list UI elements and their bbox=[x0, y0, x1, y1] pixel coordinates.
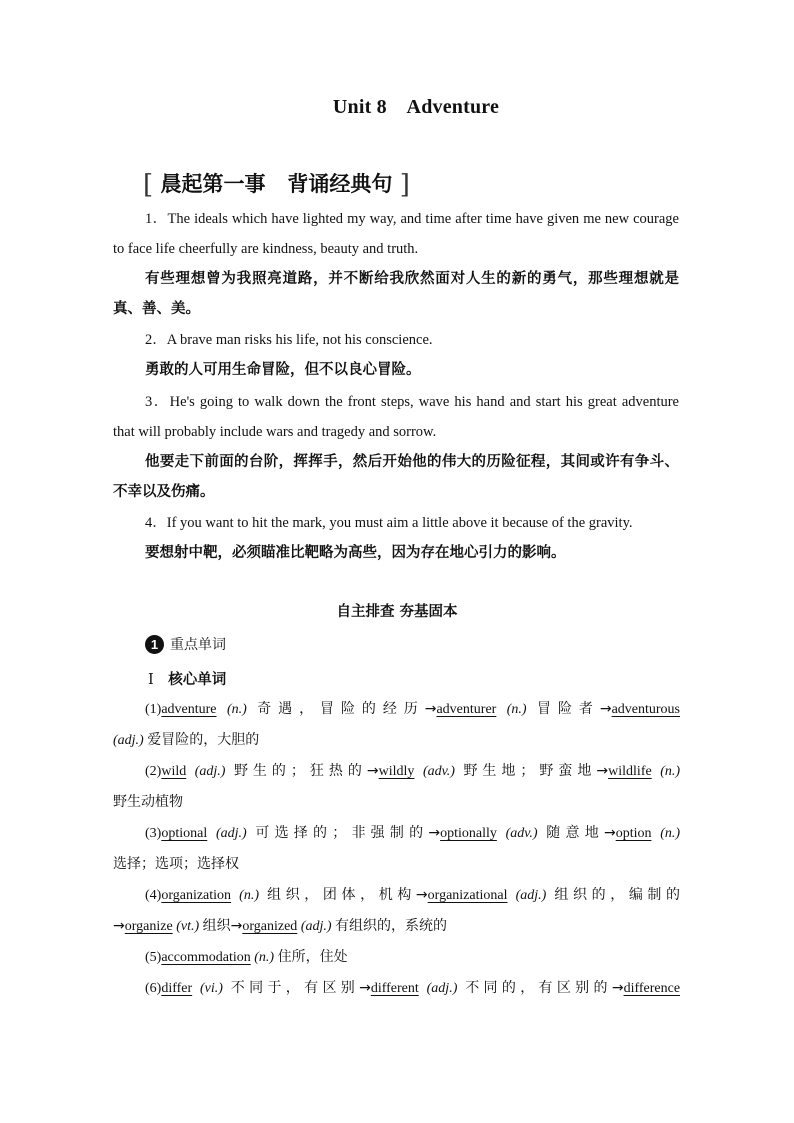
sentence-1-chinese: 有些理想曾为我照亮道路，并不断给我欣然面对人生的新的勇气，那些理想就是真、善、美。 bbox=[113, 271, 679, 317]
vocab-item-1-cont: (adj.) 爱冒险的，大胆的 bbox=[113, 732, 260, 748]
section-banner bbox=[143, 168, 410, 200]
vocab-item-2-cont: 野生动植物 bbox=[113, 794, 183, 810]
sentence-3 bbox=[113, 387, 679, 507]
answer-word: option bbox=[615, 826, 652, 841]
unit-title: Unit 8 Adventure bbox=[332, 96, 500, 118]
subsection-core-words-label: 核心单词 bbox=[168, 672, 227, 688]
answer-word: organize bbox=[124, 919, 173, 934]
answer-word: organized bbox=[242, 919, 298, 934]
vocab-item-5: (5)accommodation (n.) 住所，住处 bbox=[145, 949, 348, 965]
subsection-core-words bbox=[148, 668, 226, 689]
sentence-2-english: 2．A brave man risks his life, not his conscience. bbox=[145, 332, 433, 348]
vocab-item-1: (1)adventure (n.) 奇遇，冒险的经历→adventurer (n.) 冒险者→adventurous bbox=[145, 701, 680, 717]
sentence-4 bbox=[113, 508, 679, 568]
banner-text: 晨起第一事 背诵经典句 bbox=[160, 171, 393, 196]
answer-word: wildlife bbox=[608, 764, 652, 779]
answer-word: difference bbox=[623, 981, 680, 996]
sentence-4-chinese: 要想射中靶，必须瞄准比靶略为高些，因为存在地心引力的影响。 bbox=[145, 545, 566, 561]
sentence-1 bbox=[113, 204, 679, 324]
answer-word: optional bbox=[161, 826, 208, 841]
sentence-1-english: 1．The ideals which have lighted my way, and time after time have given me new courage to face life cheerfully are kindness, beauty and truth. bbox=[113, 211, 679, 257]
vocab-item-3-cont: 选择；选项；选择权 bbox=[113, 856, 239, 872]
answer-word: optionally bbox=[440, 826, 497, 841]
sentence-4-english: 4．If you want to hit the mark, you must aim a little above it because of the gravity. bbox=[145, 515, 633, 531]
answer-word: wildly bbox=[378, 764, 415, 779]
roman-numeral: Ⅰ bbox=[148, 672, 154, 688]
answer-word: differ bbox=[161, 981, 193, 996]
answer-word: accommodation bbox=[161, 950, 251, 965]
answer-word: organizational bbox=[427, 888, 508, 903]
answer-word: adventurous bbox=[611, 702, 680, 717]
sentence-2-chinese: 勇敢的人可用生命冒险，但不以良心冒险。 bbox=[145, 362, 421, 378]
vocab-item-3: (3)optional (adj.) 可选择的；非强制的→optionally (adv.) 随意地→option (n.) bbox=[145, 825, 680, 841]
circled-number-icon: 1 bbox=[145, 635, 164, 654]
vocab-list bbox=[113, 694, 680, 1004]
answer-word: adventure bbox=[161, 702, 217, 717]
banner-close-bracket: ] bbox=[399, 170, 410, 200]
answer-word: different bbox=[370, 981, 419, 996]
section-key-words-label: 重点单词 bbox=[170, 637, 226, 653]
vocab-item-2: (2)wild (adj.) 野生的；狂热的→wildly (adv.) 野生地；野蛮地→wildlife (n.) bbox=[145, 763, 680, 779]
sentence-3-english: 3．He's going to walk down the front steps, wave his hand and start his great adventure that will probably include wars and tragedy and sorrow. bbox=[113, 394, 679, 440]
vocab-item-4-cont: →organize (vt.) 组织→organized (adj.) 有组织的，系统的 bbox=[113, 918, 448, 934]
sentence-3-chinese: 他要走下前面的台阶，挥挥手，然后开始他的伟大的历险征程，其间或许有争斗、不幸以及伤痛。 bbox=[113, 454, 679, 500]
answer-word: wild bbox=[161, 764, 187, 779]
section-heading: 自主排查 夯基固本 bbox=[336, 604, 458, 620]
answer-word: organization bbox=[161, 888, 232, 903]
vocab-item-4: (4)organization (n.) 组织，团体，机构→organizational (adj.) 组织的，编制的 bbox=[145, 887, 680, 903]
section-key-words bbox=[145, 634, 226, 654]
answer-word: adventurer bbox=[436, 702, 497, 717]
vocab-item-6: (6)differ (vi.) 不同于，有区别→different (adj.) 不同的，有区别的→difference bbox=[145, 980, 680, 996]
sentence-2 bbox=[113, 325, 679, 385]
banner-open-bracket: [ bbox=[143, 170, 154, 200]
